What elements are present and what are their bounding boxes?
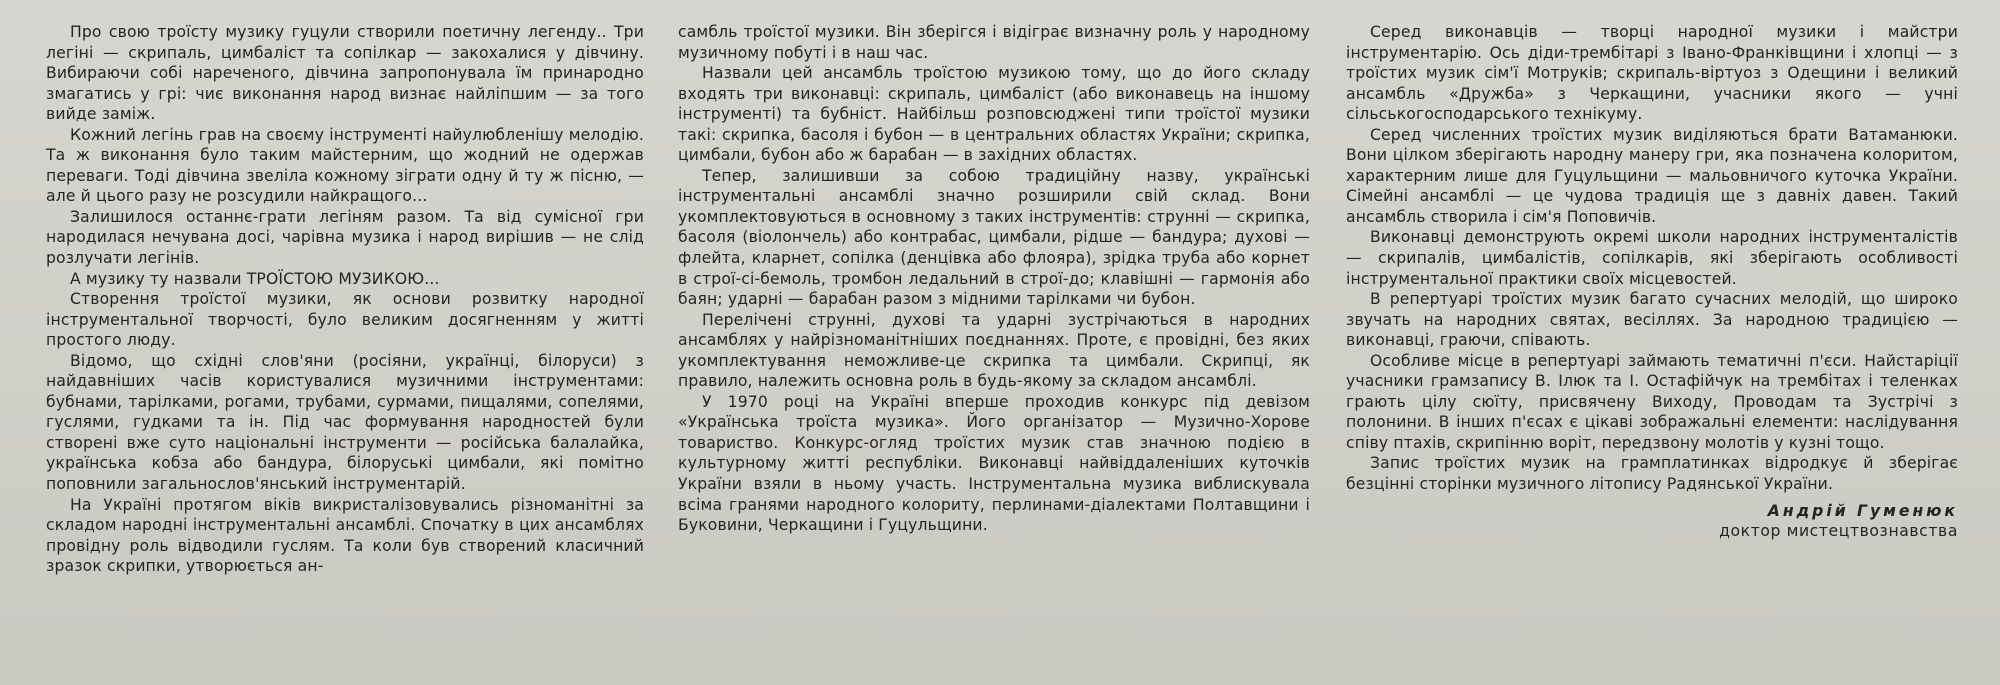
paragraph: Назвали цей ансамбль троїстою музикою тому, що до його складу входять три виконавці: скрипаль, цимбаліст (або виконавець на іншому інструменті) та бубніст. Найбільш розповсюджені типи троїстої музики такі: скрипка, басоля і бубон — в центральних областях України; скрипка, цимбали, бубон або ж барабан — в західних областях. [678, 64, 1310, 165]
paragraph: Серед численних троїстих музик виділяються брати Ватаманюки. Вони цілком зберігають народну манеру гри, яка позначена колоритом, характерним лише для Гуцульщини — мальовничого куточка України. Сімейні ансамблі — це чудова традиція ще з давніх давен. Такий ансамбль створила і сім'я Поповичів. [1346, 125, 1958, 226]
paragraph: Залишилося останнє-грати легіням разом. Та від сумісної гри народилася нечувана досі, чарівна музика і народ вирішив — не слід розлучати легінів. [46, 207, 644, 268]
text-column-2 [678, 22, 1310, 536]
paragraph: А музику ту назвали ТРОЇСТОЮ МУЗИКОЮ... [70, 269, 440, 288]
paragraph: Виконавці демонструють окремі школи народних інструменталістів — скрипалів, цимбалістів, сопілкарів, які зберігають особливості інструментальної практики своїх місцевостей. [1346, 228, 1958, 288]
paragraph: Відомо, що східні слов'яни (росіяни, українці, білоруси) з найдавніших часів користувалися музичними інструментами: бубнами, тарілками, рогами, трубами, сурмами, пищалями, сопелями, гуслями, гудками та ін. Під час формування народностей були створені вже суто національні інструменти — російська балалайка, українська кобза або бандура, білоруські цимбали, які помітно поповнили загальнослов'янський інструментарій. [46, 351, 644, 494]
paragraph: Серед виконавців — творці народної музики і майстри інструментарію. Ось діди-трембітарі з Івано-Франківщини і хлопці — з троїстих музик сім'ї Мотруків; скрипаль-віртуоз з Одещини і великий ансамбль «Дружба» з Черкащини, учасники якого — учні сільськогосподарського технікуму. [1346, 23, 1958, 124]
paragraph: На Україні протягом віків викристалізовувались різноманітні за складом народні інструментальні ансамблі. Спочатку в цих ансамблях провідну роль відводили гуслям. Та коли був створений класичний зразок скрипки, утворюється ан- [46, 495, 644, 576]
paragraph: В репертуарі троїстих музик багато сучасних мелодій, що широко звучать на народних святах, весіллях. За народною традицією — виконавці, граючи, співають. [1346, 290, 1958, 350]
paragraph: самбль троїстої музики. Він зберігся і відіграє визначну роль у народному музичному побуті і в наш час. [678, 23, 1310, 62]
paragraph: Кожний легінь грав на своєму інструменті найулюбленішу мелодію. Та ж виконання було таким майстерним, що жодний не одержав переваги. Тоді дівчина звеліла кожному зіграти одну й ту ж пісню, — але й цього разу не розсудили найкращого... [46, 125, 644, 206]
author-name: Андрій Гуменюк [1767, 501, 1958, 520]
author-signature [1346, 501, 1958, 542]
paragraph: Про свою троїсту музику гуцули створили поетичну легенду.. Три легіні — скрипаль, цимбаліст та сопілкар — закохалися у дівчину. Вибираючи собі нареченого, дівчина запропонувала їм принародно змагатись у грі: чиє виконання народ визнає найліпшим — за того вийде заміж. [46, 23, 644, 124]
paragraph: У 1970 році на Україні вперше проходив конкурс під девізом «Українська троїста музика». Його організатор — Музично-Хорове товариство. Конкурс-огляд троїстих музик став значною подією в культурному житті республіки. Виконавці найвіддаленіших куточків України взяли в ньому участь. Інструментальна музика виблискувала всіма гранями народного колориту, перлинами-діалектами Полтавщини і Буковини, Черкащини і Гуцульщини. [678, 392, 1310, 535]
paragraph: Запис троїстих музик на грамплатинках відродкує й зберігає безцінні сторінки музичного літопису Радянської України. [1346, 454, 1958, 494]
paragraph: Створення троїстої музики, як основи розвитку народної інструментальної творчості, було великим досягненням у житті простого люду. [46, 290, 644, 350]
paragraph: Перелічені струнні, духові та ударні зустрічаються в народних ансамблях у найрізноманітніших поєднаннях. Проте, є провідні, без яких укомплектування неможливе-це скрипка та цимбали. Скрипці, як правило, належить основна роль в будь-якому за складом ансамблі. [678, 310, 1310, 391]
paragraph: Особливе місце в репертуарі займають тематичні п'єси. Найстаріції учасники грамзапису В. Ілюк та І. Остафійчук на трембітах і теленках грають цілу сюїту, присвячену Виходу, Проводам та Зустрічі з полонини. В інших п'єсах є цікаві зображальні елементи: наслідування співу птахів, скрипінню воріт, передзвону молотів у кузні тощо. [1346, 351, 1958, 452]
author-title: доктор мистецтвознавства [1719, 522, 1958, 541]
paragraph: Тепер, залишивши за собою традиційну назву, українські інструментальні ансамблі значно розширили свій склад. Вони укомплектовуються в основному з таких інструментів: струнні — скрипка, басоля (віолончель) або контрабас, цимбали, рідше — бандура; духові — флейта, кларнет, сопілка (денцівка або флояра), зрідка труба або корнет в строї-сі-бемоль, тромбон ледальний в строї-до; клавішні — гармонія або баян; ударні — барабан разом з мідними тарілками чи бубон. [678, 166, 1310, 309]
text-column-1 [46, 22, 644, 577]
text-column-3 [1346, 22, 1958, 542]
